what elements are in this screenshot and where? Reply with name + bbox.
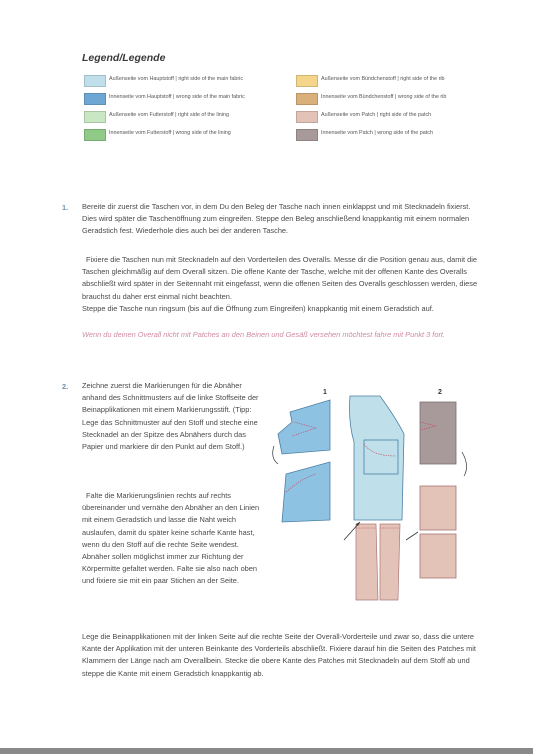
- legend-swatch: [296, 75, 318, 87]
- patch-piece-lower: [420, 486, 456, 578]
- step-1-paragraph-3: Steppe die Tasche nun ringsum (bis auf die Öffnung zum Eingreifen) knappkantig mit einem Geradstich auf.: [82, 304, 434, 313]
- arrow-curve-2: [462, 452, 467, 476]
- legend-item: [296, 129, 506, 142]
- legend-swatch: [84, 111, 106, 123]
- legend-item: [296, 111, 506, 124]
- legend-label: Innenseite vom Patch | wrong side of the patch: [321, 130, 433, 136]
- legend-item: [296, 75, 506, 88]
- legend-item: [296, 93, 506, 106]
- step-2-paragraph-3: Lege die Beinapplikationen mit der linken Seite auf die rechte Seite der Overall-Vorderteile und zwar so, dass die untere Kante der Applikation mit der unteren Beinkante des Vorderteils abschließt. Fixiere darauf hin die Seiten des Patches mit Klammern der Länge nach am Overallbein. Stecke die obere Kante des Patches mit Stecknadeln auf dem Stoff ab und steppe die Kante mit einem Geradstich knappkantig ab.: [82, 632, 476, 678]
- legend-label: Außenseite vom Bündchenstoff | right side of the rib: [321, 76, 445, 82]
- legend-label: Außenseite vom Patch | right side of the patch: [321, 112, 432, 118]
- legend-label: Außenseite vom Hauptstoff | right side of the main fabric: [109, 76, 244, 82]
- leg-patch-piece-bottom: [282, 462, 330, 522]
- legend-swatch: [84, 129, 106, 141]
- step-2-paragraph-1: Zeichne zuerst die Markierungen für die Abnäher anhand des Schnittmusters auf die linke Stoffseite der Beinapplikationen mit einem Markierungsstift. (Tipp: Lege das Schnittmuster auf den Stoff und steche eine Stecknadel an der Spitze des Abnähers durch das Papier und markiere dir den Punkt auf dem Stoff.): [82, 381, 259, 452]
- overall-lower-legs: [356, 524, 400, 600]
- legend-item: [84, 75, 294, 88]
- step-1-paragraph-1: Bereite dir zuerst die Taschen vor, in dem Du den Beleg der Tasche nach innen einklappst und mit Stecknadeln fixierst. Dies wird später die Taschenöffnung zum eingreifen. Steppe den Beleg anschließend knappkantig mit einem normalen Geradstich fest. Wiederhole dies auch bei der anderen Tasche.: [82, 202, 471, 236]
- legend-label: Außenseite vom Futterstoff | right side of the lining: [109, 112, 229, 118]
- legend-label: Innenseite vom Hauptstoff | wrong side of the main fabric: [109, 94, 245, 100]
- leg-patch-piece-top: [278, 400, 330, 454]
- overall-front-piece: [350, 396, 405, 520]
- figure-label-1: 1: [323, 389, 327, 396]
- legend-item: [84, 111, 294, 124]
- legend-label: Innenseite vom Bündchenstoff | wrong side of the rib: [321, 94, 447, 100]
- legend-swatch: [296, 93, 318, 105]
- step-2-paragraph-2: Falte die Markierungslinien rechts auf rechts übereinander und vernähe den Abnäher an den Linien mit einem Geradstich und lasse die Naht weich auslaufen, damit du später keine scharfe Kante hast, wenn du den Stoff auf die rechte Seite wendest. Abnäher sollen möglichst immer zur Richtung der Körpermitte gefaltet werden. Falte sie also nach oben und fixiere sie mit ein paar Stichen an der Seite.: [82, 491, 260, 586]
- pattern-illustration: [272, 382, 472, 602]
- arrow-curve-1: [273, 446, 278, 464]
- footer-bar: [0, 748, 533, 754]
- step-1-number: 1.: [62, 203, 69, 212]
- step-1-note: Wenn du deinen Overall nicht mit Patches an den Beinen und Gesäß versehen möchtest fahre mit Punkt 3 fort.: [82, 330, 446, 339]
- legend-swatch: [84, 75, 106, 87]
- figure-label-2: 2: [438, 389, 442, 396]
- legend-swatch: [84, 93, 106, 105]
- legend-item: [84, 93, 294, 106]
- legend-title: Legend/Legende: [82, 52, 166, 64]
- legend-item: [84, 129, 294, 142]
- step-2-number: 2.: [62, 382, 69, 391]
- step-1-paragraph-2: Fixiere die Taschen nun mit Stecknadeln auf den Vorderteilen des Overalls. Messe dir die Position genau aus, damit die Taschen gleichmäßig auf dem Overall sitzen. Die offene Kante der Tasche, welche mit der offenen Kante des Overalls abschließt wird später in der Seitennaht mit eingefasst, wenn die offenen Seiten des Overalls geschlossen werden, diese brauchst du daher erst einmal nicht beachten.: [82, 255, 478, 301]
- legend-swatch: [296, 111, 318, 123]
- legend-label: Innenseite vom Futterstoff | wrong side of the lining: [109, 130, 231, 136]
- patch-piece-upper: [420, 402, 456, 464]
- legend-swatch: [296, 129, 318, 141]
- arrow-diagonal-2: [406, 532, 418, 540]
